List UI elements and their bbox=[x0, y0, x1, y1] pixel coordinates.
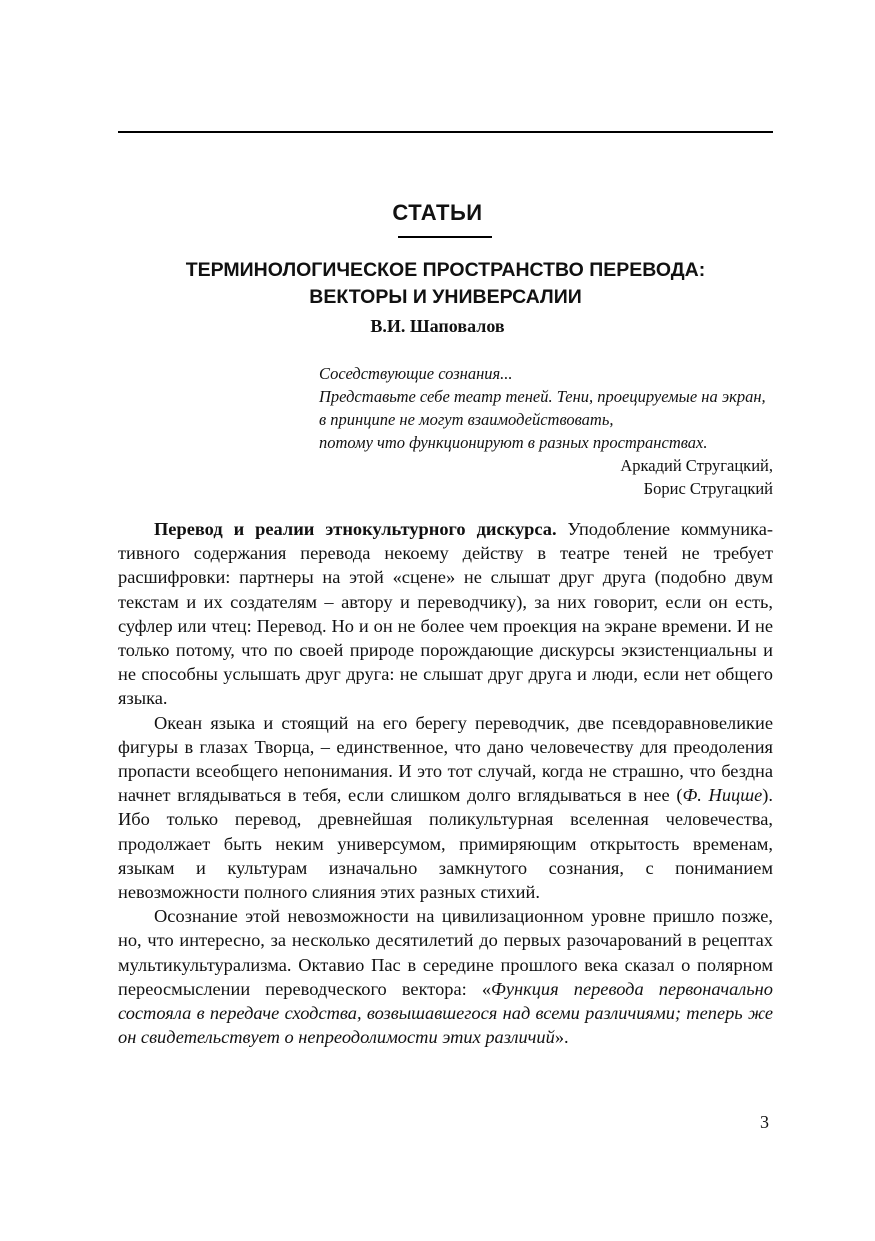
author: В.И. Шаповалов bbox=[370, 316, 505, 336]
paragraph bbox=[118, 711, 773, 905]
paragraph bbox=[118, 517, 773, 711]
citation: Ф. Ницше bbox=[682, 785, 763, 806]
epigraph-line: в принципе не могут взаимодействовать, bbox=[319, 410, 614, 429]
article-body bbox=[118, 517, 773, 1049]
section-title: СТАТЬИ bbox=[392, 200, 483, 225]
article-title-line-2: ВЕКТОРЫ И УНИВЕРСАЛИИ bbox=[309, 286, 582, 308]
epigraph-line: потому что функционируют в разных пространствах. bbox=[319, 433, 708, 452]
paragraph-text: Океан языка и стоящий на его берегу переводчик, две псевдоравновеликие фигуры в глазах Творца, – единственное, что дано человечеству для преодоления пропасти всеобщего непонимания. И это тот случай, когда не страшно, что бездна начнет вглядываться в тебя, если слишком долго вглядываться в нее ( bbox=[118, 712, 773, 806]
top-rule bbox=[118, 131, 773, 133]
epigraph-line: Соседствующие сознания... bbox=[319, 364, 513, 383]
epigraph-attribution: Борис Стругацкий bbox=[643, 479, 773, 498]
quotation: Функция перевода первоначально состояла в передаче сходства, возвышавшегося над всеми различиями; теперь же он свидетельствует о непреодолимости этих различий bbox=[118, 978, 773, 1048]
section-title-underline bbox=[398, 236, 492, 238]
article-title-line-1: ТЕРМИНОЛОГИЧЕСКОЕ ПРОСТРАНСТВО ПЕРЕВОДА: bbox=[185, 259, 706, 281]
paragraph-text: ». bbox=[554, 1027, 569, 1048]
paragraph-text: Осознание этой невозможности на цивилизационном уровне пришло позже, но, что интересно, за несколько десятилетий до первых разочарований в рецептах мультикультурализма. Октавио Пас в середине прошлого века сказал о полярном переосмыслении переводческого вектора: « bbox=[118, 906, 773, 999]
subsection-heading: Перевод и реалии этнокультурного дискурса. bbox=[154, 519, 557, 539]
paragraph bbox=[118, 904, 773, 1049]
epigraph-attribution: Аркадий Стругацкий, bbox=[620, 456, 773, 475]
article-title bbox=[118, 257, 773, 311]
epigraph bbox=[319, 362, 775, 500]
paragraph-text: Уподобление коммуникативного содержания перевода некоему действу в театре теней не требует расшифровки: партнеры на этой «сцене» не слышат друг друга (подобно двум текстам и их создателям – автору и переводчику), за них говорит, если он есть, суфлер или чтец: Перевод. Но и он не более чем проекция на экране времени. И не только потому, что по своей природе порождающие дискурсы экзистенциальны и не способны услышать друг друга: не слышат друг друга и люди, если нет общего языка. bbox=[118, 519, 773, 709]
epigraph-line: Представьте себе театр теней. Тени, проецируемые на экран, bbox=[319, 387, 766, 406]
paragraph-text: ). Ибо только перевод, древнейшая поликультурная вселенная человечества, продолжает быть неким универсумом, примиряющим открытость временам, языкам и культурам изначально замкнутого сознания, с пониманием невозможности полного слияния этих разных стихий. bbox=[118, 785, 773, 903]
page-number: 3 bbox=[760, 1112, 769, 1132]
